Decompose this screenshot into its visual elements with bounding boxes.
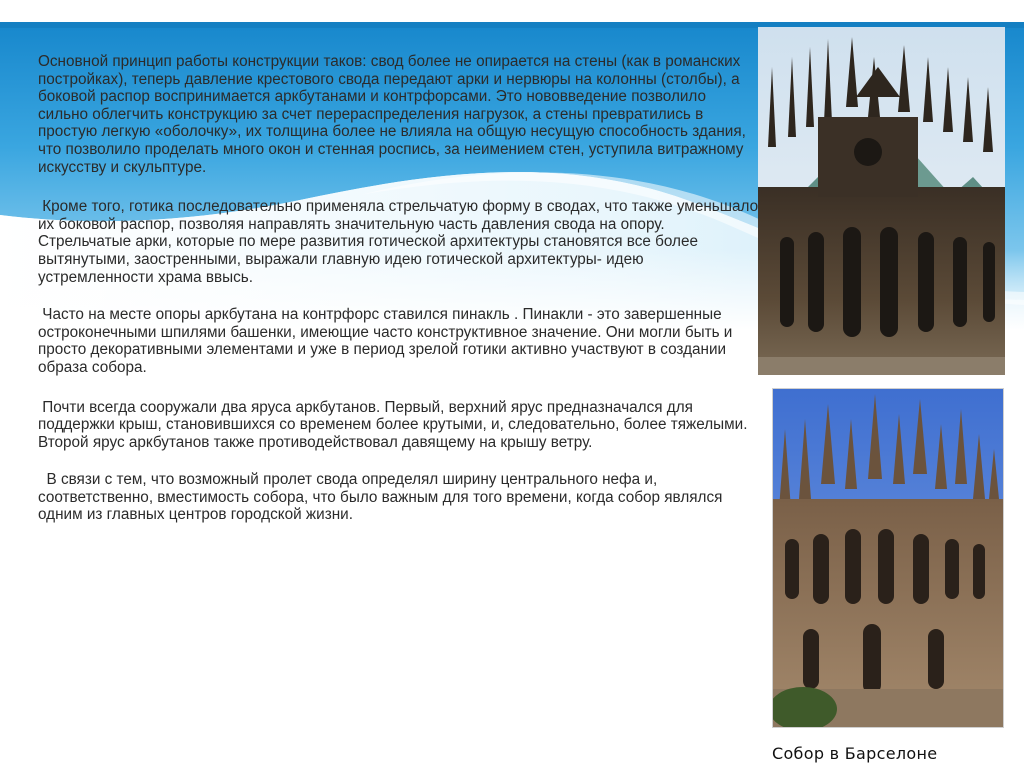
paragraph: Кроме того, готика последовательно применяла стрельчатую форму в сводах, что также уменьшало их боковой распор, позволяя направлять значительную часть давления свода на опору. Стрельчатые арки, которые по мере развития готической архитектуры становятся все более вытянутыми, заостренными, выражали главную идею готической архитектуры- идею устремленности храма ввысь. — [38, 198, 759, 286]
paragraph: Часто на месте опоры аркбутана на контрфорс ставился пинакль . Пинакли - это завершенные остроконечными шпилями башенки, имеющие часто конструктивное значение. Они могли быть и просто декоративными элементами и уже в период зрелой готики активно участвуют в создании образа собора. — [38, 306, 737, 376]
barcelona-cathedral-photo — [772, 388, 1004, 728]
body-text — [38, 53, 760, 524]
photo-caption: Собор в Барселоне — [772, 744, 938, 763]
cathedral-photo — [758, 27, 1005, 375]
paragraph: Основной принцип работы конструкции таков: свод более не опирается на стены (как в романских постройках), теперь давление крестового свода передают арки и нервюры на колонны (столбы), а боковой распор воспринимается аркбутанами и контрфорсами. Это нововведение позволило сильно облегчить конструкцию за счет перераспределения нагрузок, а стены превратились в простую легкую «оболочку», их толщина более не влияла на общую несущую способность здания, что позволило проделать много окон и стенная роспись, за неимением стен, уступила витражному искусству и скульптуре. — [38, 53, 746, 176]
paragraph: В связи с тем, что возможный пролет свода определял ширину центрального нефа и, соответственно, вместимость собора, что было важным для того времени, когда собор являлся одним из главных центров городской жизни. — [38, 471, 727, 524]
paragraph: Почти всегда сооружали два яруса аркбутанов. Первый, верхний ярус предназначался для поддержки крыш, становившихся со временем более крутыми, и, следовательно, более тяжелыми. Второй ярус аркбутанов также противодействовал давящему на крышу ветру. — [38, 398, 752, 451]
